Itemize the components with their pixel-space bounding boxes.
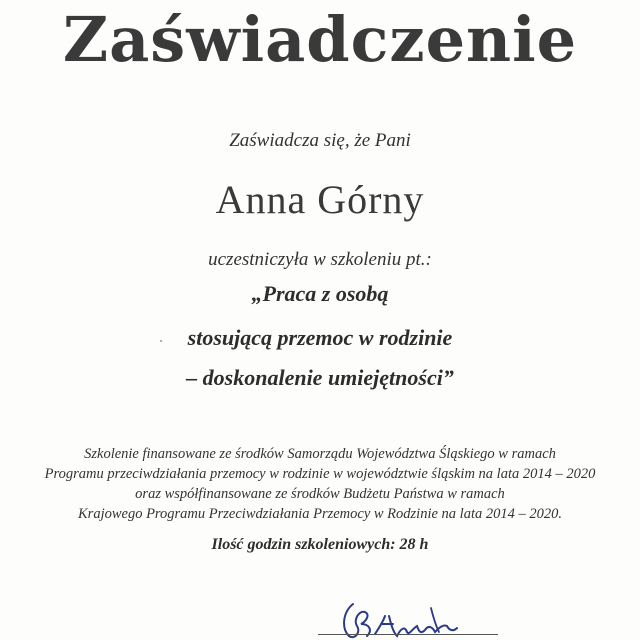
lead-text: Zaświadcza się, że Pani (229, 130, 411, 151)
participation-text: uczestniczyła w szkoleniu pt.: (208, 249, 432, 270)
certificate-title: Zaświadczenie (62, 3, 578, 76)
recipient-name: Anna Górny (215, 177, 425, 222)
funding-line-4: Krajowego Programu Przeciwdziałania Przemocy w Rodzinie na lata 2014 – 2020. (78, 506, 562, 522)
course-title-line-2: stosującą przemoc w rodzinie (187, 325, 453, 350)
training-hours: Ilość godzin szkoleniowych: 28 h (211, 536, 429, 553)
signature-line (318, 634, 498, 635)
funding-note (0, 444, 640, 524)
course-title-line-3: – doskonalenie umiejętności” (186, 365, 454, 390)
funding-line-1: Szkolenie finansowane ze środków Samorządu Województwa Śląskiego w ramach (84, 446, 556, 462)
course-title-line-1: „Praca z osobą (251, 281, 389, 306)
scan-speck (160, 340, 162, 342)
funding-line-2: Programu przeciwdziałania przemocy w rodzinie w województwie śląskim na lata 2014 – 2020 (44, 466, 596, 482)
funding-line-3: oraz współfinansowane ze środków Budżetu Państwa w ramach (135, 486, 505, 502)
